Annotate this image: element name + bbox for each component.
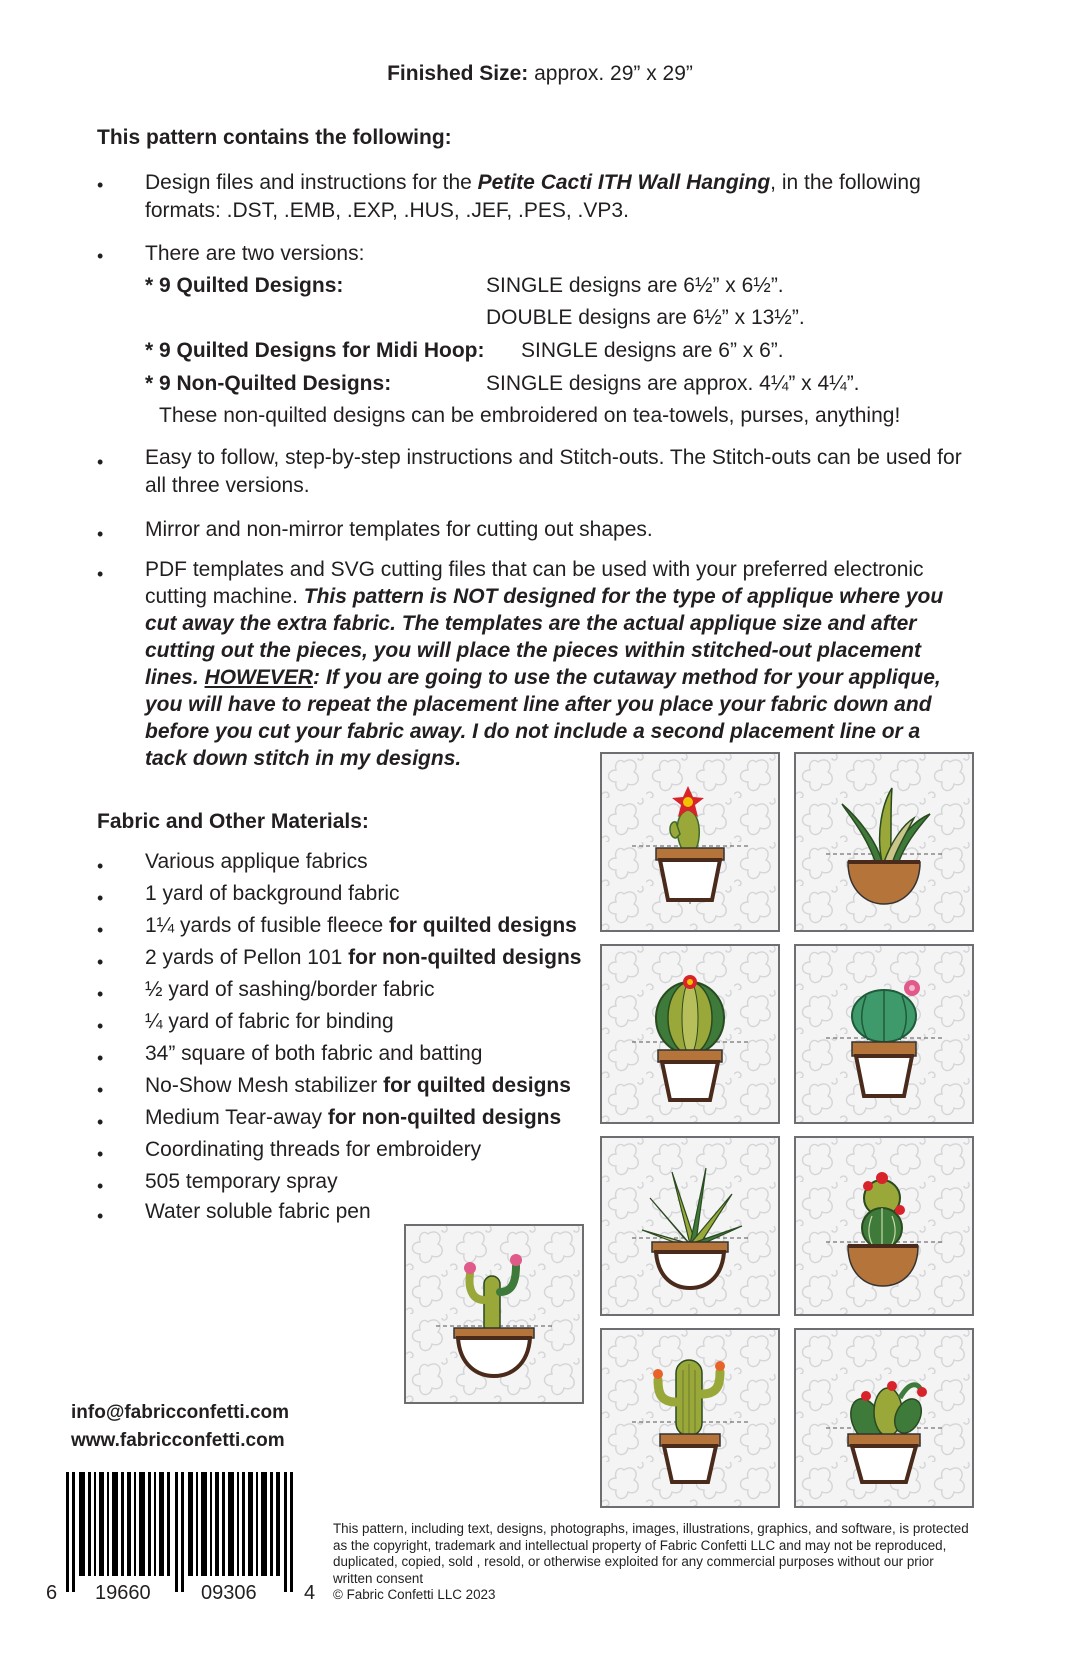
nonquilted-note: These non-quilted designs can be embroidered on tea-towels, purses, anything!	[159, 404, 901, 427]
material-item	[145, 1200, 371, 1224]
material-item	[145, 914, 577, 938]
aloe-plant-icon	[602, 1138, 778, 1314]
cactus-design-tile	[600, 1328, 780, 1508]
cactus-design-tile	[794, 752, 974, 932]
material-bold: for non-quilted designs	[348, 946, 582, 969]
item5-rest: : If you are going to use the cutaway method for your applique, you will have to repeat the placement line after you place your fabric down and before you cut your fabric away. I do not include a second placement line or a tack down stitch in my designs.	[145, 666, 941, 770]
bullet: •	[97, 564, 104, 584]
contents-item-versions-intro: There are two versions:	[145, 242, 365, 265]
item5-however: HOWEVER	[204, 666, 314, 689]
bullet: •	[97, 856, 104, 876]
version-desc: SINGLE designs are 6” x 6”.	[521, 339, 784, 362]
cactus-red-flower-icon	[602, 754, 778, 930]
contents-item-instructions: Easy to follow, step-by-step instructions and Stitch-outs. The Stitch-outs can be used for all three versions.	[145, 446, 962, 497]
contents-item-pdf	[145, 556, 965, 772]
bullet: •	[97, 175, 104, 195]
copyright: © Fabric Confetti LLC 2023	[333, 1587, 496, 1602]
finished-size-value: approx. 29” x 29”	[528, 62, 693, 85]
cactus-design-tile	[600, 944, 780, 1124]
version-label: * 9 Quilted Designs:	[145, 274, 344, 297]
ball-cactus-icon	[796, 946, 972, 1122]
contact-email[interactable]: info@fabricconfetti.com	[71, 1402, 290, 1423]
bullet: •	[97, 920, 104, 940]
material-text: ¼ yard of fabric for binding	[145, 1010, 394, 1033]
version-label: * 9 Non-Quilted Designs:	[145, 372, 392, 395]
version-desc: DOUBLE designs are 6½” x 13½”.	[486, 306, 805, 329]
leafy-plant-icon	[796, 754, 972, 930]
material-item	[145, 882, 399, 906]
bullet: •	[97, 1048, 104, 1068]
stacked-cactus-icon	[796, 1138, 972, 1314]
bullet: •	[97, 1206, 104, 1226]
material-text: Various applique fabrics	[145, 850, 368, 873]
material-text: ½ yard of sashing/border fabric	[145, 978, 435, 1001]
bullet: •	[97, 1080, 104, 1100]
cactus-design-tile	[600, 752, 780, 932]
prickly-pear-icon	[796, 1330, 972, 1506]
flowering-cactus-icon	[406, 1226, 582, 1402]
item5-plain: PDF templates and SVG cutting files that can be used with your preferred electronic cutting machine.	[145, 558, 924, 608]
barcode-digit: 6	[46, 1582, 58, 1604]
material-text: 1¼ yards of fusible fleece	[145, 914, 389, 937]
cactus-design-tile	[794, 944, 974, 1124]
item5-italic: This pattern is NOT designed for the type of applique where you cut away the extra fabric. The templates are the actual applique size and after cutting out the pieces, you will place the pieces within stitched-out placement lines.	[145, 585, 944, 689]
bullet: •	[97, 984, 104, 1004]
material-item	[145, 1138, 481, 1162]
finished-size-label: Finished Size:	[387, 62, 529, 85]
material-text: 34” square of both fabric and batting	[145, 1042, 483, 1065]
finished-size	[0, 62, 1080, 86]
material-item	[145, 946, 581, 970]
material-item	[145, 850, 368, 874]
bullet: •	[97, 1176, 104, 1196]
bullet: •	[97, 524, 104, 544]
barcode-digits: 19660	[95, 1582, 151, 1604]
cactus-design-tile	[794, 1328, 974, 1508]
material-item	[145, 1106, 561, 1130]
legal-notice	[333, 1521, 973, 1604]
contents-item-templates: Mirror and non-mirror templates for cutting out shapes.	[145, 518, 653, 541]
material-text: 2 yards of Pellon 101	[145, 946, 349, 969]
cactus-design-tile	[794, 1136, 974, 1316]
material-item	[145, 1170, 338, 1194]
material-text: Medium Tear-away	[145, 1106, 328, 1129]
item1-italic: Petite Cacti ITH Wall Hanging	[477, 171, 771, 194]
material-text: No-Show Mesh stabilizer	[145, 1074, 384, 1097]
contents-heading: This pattern contains the following:	[97, 126, 452, 149]
contact-website[interactable]: www.fabricconfetti.com	[71, 1430, 285, 1451]
material-text: Coordinating threads for embroidery	[145, 1138, 482, 1161]
legal-text: This pattern, including text, designs, photographs, images, illustrations, graphics, and software, is protected as the copyright, trademark and intellectual property of Fabric Confetti LLC and may not be reproduced, duplicated, copied, sold , resold, or otherwise exploited for any commercial purposes without our prior written consent	[333, 1521, 969, 1586]
saguaro-cactus-icon	[602, 1330, 778, 1506]
cactus-design-tile	[600, 1136, 780, 1316]
material-item	[145, 1042, 482, 1066]
bullet: •	[97, 1112, 104, 1132]
round-cactus-icon	[602, 946, 778, 1122]
material-bold: for non-quilted designs	[327, 1106, 562, 1129]
material-item	[145, 978, 435, 1002]
cactus-design-tile	[404, 1224, 584, 1404]
material-bold: for quilted designs	[383, 1074, 571, 1097]
material-item	[145, 1010, 394, 1034]
material-text: Water soluble fabric pen	[145, 1200, 371, 1223]
bullet: •	[97, 1016, 104, 1036]
item1-pre: Design files and instructions for the	[145, 171, 478, 194]
materials-heading: Fabric and Other Materials:	[97, 810, 369, 833]
barcode	[66, 1472, 306, 1592]
contents-item-files	[145, 169, 985, 225]
version-desc: SINGLE designs are 6½” x 6½”.	[486, 274, 784, 297]
bullet: •	[97, 952, 104, 972]
item1-post: , in the following formats: .DST, .EMB, .EXP, .HUS, .JEF, .PES, .VP3.	[145, 171, 921, 222]
material-text: 1 yard of background fabric	[145, 882, 400, 905]
bullet: •	[97, 246, 104, 266]
bullet: •	[97, 1144, 104, 1164]
bullet: •	[97, 888, 104, 908]
material-text: 505 temporary spray	[145, 1170, 338, 1193]
version-label: * 9 Quilted Designs for Midi Hoop:	[145, 339, 485, 362]
version-desc: SINGLE designs are approx. 4¼” x 4¼”.	[486, 372, 860, 395]
barcode-digit: 4	[304, 1582, 316, 1604]
material-bold: for quilted designs	[388, 914, 577, 937]
material-item	[145, 1074, 571, 1098]
bullet: •	[97, 452, 104, 472]
barcode-digits: 09306	[201, 1582, 257, 1604]
